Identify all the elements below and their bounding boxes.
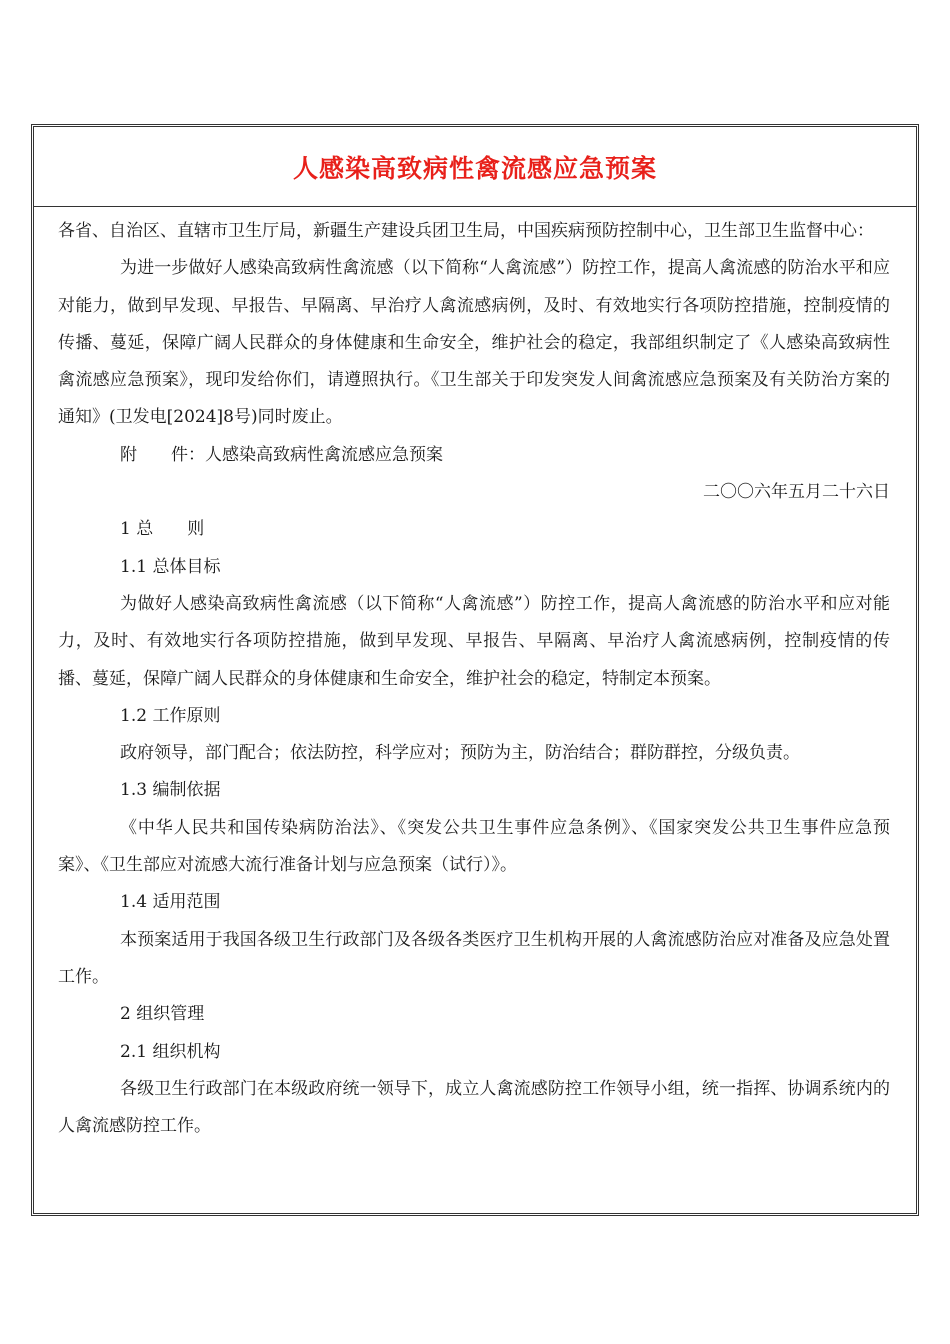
addressee: 各省、自治区、直辖市卫生厅局，新疆生产建设兵团卫生局，中国疾病预防控制中心，卫生部卫生监督中心：: [58, 221, 874, 241]
section-text: 为做好人感染高致病性禽流感（以下简称“人禽流感”）防控工作，提高人禽流感的防治水平和应对能力，及时、有效地实行各项防控措施，做到早发现、早报告、早隔离、早治疗人禽流感病例，控制疫情的传播、蔓延，保障广阔人民群众的身体健康和生命安全，维护社会的稳定，特制定本预案。: [58, 593, 890, 689]
section-text: 政府领导，部门配合；依法防控，科学应对；预防为主，防治结合；群防群控，分级负责。: [120, 743, 800, 764]
section-heading: 1.4 适用范围: [120, 892, 221, 913]
section-heading: 1 总 则: [120, 519, 205, 540]
section-heading: 1.2 工作原则: [120, 705, 221, 726]
section-text: 《中华人民共和国传染病防治法》、《突发公共卫生事件应急条例》、《国家突发公共卫生事件应急预案》、《卫生部应对流感大流行准备计划与应急预案（试行）》。: [58, 817, 890, 876]
section-heading: 1.3 编制依据: [120, 780, 221, 801]
section-heading: 1.1 总体目标: [120, 556, 221, 577]
document-frame: [31, 124, 919, 1216]
section-text: 各级卫生行政部门在本级政府统一领导下，成立人禽流感防控工作领导小组，统一指挥、协调系统内的人禽流感防控工作。: [58, 1078, 890, 1137]
title-row: [34, 127, 916, 207]
intro-paragraph: 为进一步做好人感染高致病性禽流感（以下简称“人禽流感”）防控工作，提高人禽流感的防治水平和应对能力，做到早发现、早报告、早隔离、早治疗人禽流感病例，及时、有效地实行各项防控措施，控制疫情的传播、蔓延，保障广阔人民群众的身体健康和生命安全，维护社会的稳定，我部组织制定了《人感染高致病性禽流感应急预案》，现印发给你们，请遵照执行。《卫生部关于印发突发人间禽流感应急预案及有关防治方案的通知》(卫发电[2024]8号)同时废止。: [58, 258, 890, 428]
section-heading: 2.1 组织机构: [120, 1041, 221, 1062]
section-text: 本预案适用于我国各级卫生行政部门及各级各类医疗卫生机构开展的人禽流感防治应对准备及应急处置工作。: [58, 929, 890, 987]
section-heading: 2 组织管理: [120, 1004, 205, 1025]
document-body: [34, 207, 916, 1145]
issue-date: 二〇〇六年五月二十六日: [703, 482, 890, 503]
document-title: 人感染高致病性禽流感应急预案: [292, 153, 657, 183]
attachment-line: 附 件：人感染高致病性禽流感应急预案: [120, 444, 443, 465]
